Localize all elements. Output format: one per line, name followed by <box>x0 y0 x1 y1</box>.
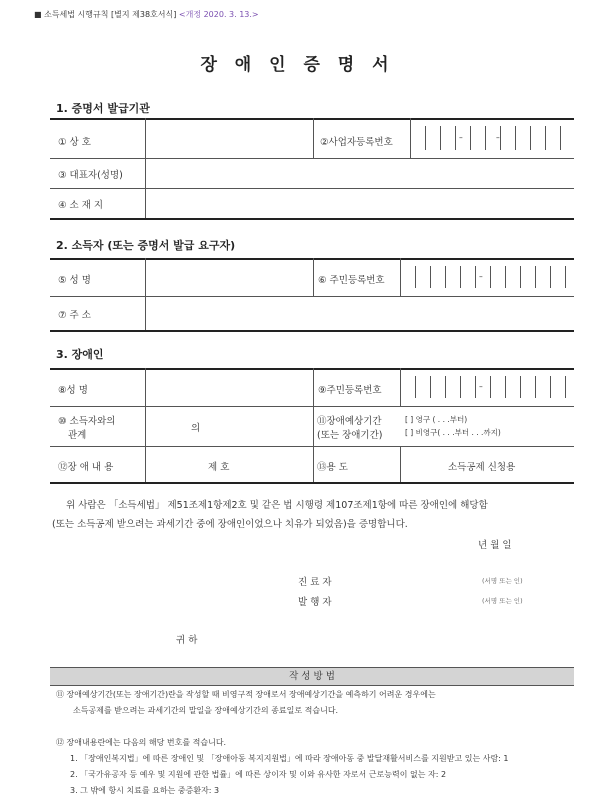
relationship-suffix: 의 <box>191 423 201 434</box>
digit-box <box>460 376 461 398</box>
label-representative: ③ 대표자(성명) <box>58 170 123 181</box>
guide-item-11-cont: 소득공제를 받으려는 과세기간의 말일을 장애예상기간의 종료일로 적습니다. <box>73 706 339 715</box>
column-divider <box>145 118 146 218</box>
digit-box <box>505 376 506 398</box>
purpose-value: 소득공제 신청용 <box>448 462 516 473</box>
guide-sub-3: 3. 그 밖에 항시 치료를 요하는 중증환자: 3 <box>70 786 220 795</box>
doctor-sign-hint: (서명 또는 인) <box>482 577 523 585</box>
digit-box <box>475 376 476 398</box>
divider <box>50 296 574 297</box>
divider <box>50 446 574 447</box>
digit-box <box>515 126 516 150</box>
digit-box <box>470 126 471 150</box>
column-divider <box>400 446 401 482</box>
guide-sub-2: 2. 「국가유공자 등 예우 및 지원에 관한 법률」에 따른 상이자 및 이와 유사한 자로서 근로능력이 없는 자: 2 <box>70 770 447 779</box>
document-title: 장 애 인 증 명 서 <box>200 55 395 75</box>
digit-box <box>430 376 431 398</box>
label-purpose: ⑬용 도 <box>317 462 348 473</box>
column-divider <box>145 368 146 482</box>
disability-content-value: 제 호 <box>208 462 230 473</box>
label-doctor: 진 료 자 <box>298 577 332 588</box>
label-business-name: ① 상 호 <box>58 137 91 148</box>
form-reference <box>34 9 259 20</box>
digit-box <box>445 376 446 398</box>
label-business-reg-no: ②사업자등록번호 <box>320 137 393 148</box>
dash-separator: – <box>479 382 483 391</box>
label-disability-content: ⑫장 애 내 용 <box>58 462 114 473</box>
digit-box <box>500 126 501 150</box>
section3-bottom-border <box>50 482 574 484</box>
label-disability-period-line2: (또는 장애기간) <box>317 430 383 441</box>
dash-separator: – <box>479 272 483 281</box>
guide-item-11: ⑪ 장애예상기간(또는 장애기간)란을 작성할 때 비영구적 장애로서 장애예상기간을 예측하기 어려운 경우에는 <box>56 690 436 699</box>
label-disabled-name: ⑧성 명 <box>58 385 88 396</box>
digit-box <box>490 266 491 288</box>
label-relationship: ⑩ 소득자와의 <box>58 416 116 427</box>
digit-box <box>550 376 551 398</box>
digit-box <box>505 266 506 288</box>
digit-box <box>545 126 546 150</box>
digit-box <box>430 266 431 288</box>
digit-box <box>415 376 416 398</box>
digit-box <box>565 266 566 288</box>
column-divider <box>400 368 401 406</box>
digit-box <box>565 376 566 398</box>
digit-box <box>475 266 476 288</box>
form-reference-text: ■ 소득세법 시행규칙 [별지 제38호서식] <box>34 10 177 19</box>
section3-top-border <box>50 368 574 370</box>
label-earner-name: ⑤ 성 명 <box>58 275 91 286</box>
issue-date: 년 월 일 <box>478 540 512 551</box>
issuer-sign-hint: (서명 또는 인) <box>482 597 523 605</box>
section2-top-border <box>50 258 574 260</box>
digit-box <box>425 126 426 150</box>
section2-bottom-border <box>50 330 574 332</box>
digit-box <box>440 126 441 150</box>
label-disabled-rrn: ⑨주민등록번호 <box>318 385 382 396</box>
digit-box <box>530 126 531 150</box>
option-non-permanent[interactable]: [ ] 비영구( . . .부터 . . .까지) <box>405 428 501 437</box>
digit-box <box>560 126 561 150</box>
divider <box>50 406 574 407</box>
divider <box>50 188 574 189</box>
section3-heading: 3. 장애인 <box>56 348 104 361</box>
label-issuer: 발 행 자 <box>298 597 332 608</box>
digit-box <box>550 266 551 288</box>
digit-box <box>415 266 416 288</box>
column-divider <box>313 118 314 158</box>
column-divider <box>313 258 314 296</box>
guide-sub-1: 1. 「장애인복지법」에 따른 장애인 및 「장애아동 복지지원법」에 따라 장애아동 중 발달재활서비스를 지원받고 있는 사람: 1 <box>70 754 509 763</box>
column-divider <box>400 258 401 296</box>
section2-heading: 2. 소득자 (또는 증명서 발급 요구자) <box>56 239 236 252</box>
digit-box <box>535 266 536 288</box>
statement-line2: (또는 소득공제 받으려는 과세기간 중에 장애인이었으나 치유가 되었음)을 증명합니다. <box>52 519 408 530</box>
digit-box <box>490 376 491 398</box>
label-location: ④ 소 재 지 <box>58 200 104 211</box>
label-disability-period: ⑪장애예상기간 <box>317 416 382 427</box>
digit-box <box>455 126 456 150</box>
recipient-label: 귀 하 <box>176 635 198 646</box>
digit-box <box>460 266 461 288</box>
section1-heading: 1. 증명서 발급기관 <box>56 102 150 115</box>
column-divider <box>410 118 411 158</box>
writing-guide-heading: 작 성 방 법 <box>50 667 574 686</box>
guide-item-12: ⑫ 장애내용란에는 다음의 해당 번호를 적습니다. <box>56 738 227 747</box>
label-relationship-line2: 관계 <box>68 430 87 441</box>
label-earner-address: ⑦ 주 소 <box>58 310 91 321</box>
label-earner-rrn: ⑥ 주민등록번호 <box>318 275 385 286</box>
digit-box <box>485 126 486 150</box>
digit-box <box>520 266 521 288</box>
column-divider <box>313 368 314 482</box>
amendment-date: <개정 2020. 3. 13.> <box>178 10 259 19</box>
divider <box>50 158 574 159</box>
digit-box <box>445 266 446 288</box>
statement-line1: 위 사람은 「소득세법」 제51조제1항제2호 및 같은 법 시행령 제107조제1항에 따른 장애인에 해당함 <box>66 500 488 511</box>
option-permanent[interactable]: [ ] 영구 ( . . .부터) <box>405 415 468 424</box>
section1-top-border <box>50 118 574 120</box>
dash-separator: – <box>459 133 463 142</box>
digit-box <box>520 376 521 398</box>
digit-box <box>535 376 536 398</box>
dash-separator: – <box>496 133 500 142</box>
section1-bottom-border <box>50 218 574 220</box>
column-divider <box>145 258 146 330</box>
